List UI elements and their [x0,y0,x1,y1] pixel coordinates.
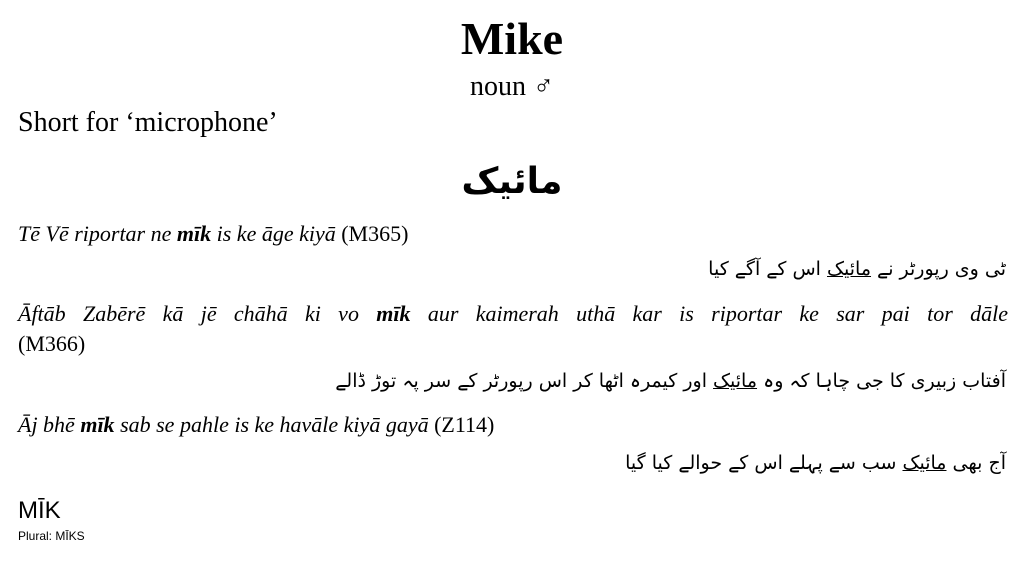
example-text: aur kaimerah uthā kar is riportar ke sar pai tor dāle [410,301,1008,326]
example-3-transliteration [18,410,1008,440]
part-of-speech: noun ♂ [470,71,554,102]
example-text: Āj bhē [18,412,81,437]
example-3-urdu [625,452,1006,475]
urdu-headword: مائیک [461,161,563,202]
urdu-keyword: مائیک [713,370,758,392]
example-text: is ke āge kiyā [211,221,336,246]
example-keyword: mīk [80,412,115,437]
urdu-keyword: مائیک [902,452,947,474]
example-1-urdu [708,258,1006,281]
example-2-transliteration [18,299,1008,359]
definition: Short for ‘microphone’ [18,107,278,138]
example-text: Āftāb Zabērē kā jē chāhā ki vo [18,301,377,326]
example-keyword: mīk [176,221,212,246]
plural-form: Plural: MĪKS [18,529,85,543]
example-text: sab se pahle is ke havāle kiyā gayā [114,412,429,437]
example-1-transliteration [18,219,1008,249]
example-reference: (Z114) [428,412,495,437]
urdu-text: اور کیمرہ اٹھا کر اس رپورٹر کے سر پہ توڑ ڈالے [335,370,714,392]
example-reference: (M366) [18,331,86,356]
example-keyword: mīk [376,301,411,326]
urdu-text: ٹی وی رپورٹر نے [871,258,1006,280]
example-reference: (M365) [335,221,409,246]
urdu-text: آفتاب زبیری کا جی چاہا کہ وہ [757,370,1006,392]
urdu-text: سب سے پہلے اس کے حوالے کیا گیا [625,452,903,474]
example-2-urdu [335,370,1006,393]
urdu-text: آج بھی [946,452,1006,474]
headword: Mike [460,13,564,64]
transliteration: MĪK [18,497,61,524]
urdu-text: اس کے آگے کیا [708,258,828,280]
example-text: Tē Vē riportar ne [18,221,177,246]
urdu-keyword: مائیک [827,258,872,280]
